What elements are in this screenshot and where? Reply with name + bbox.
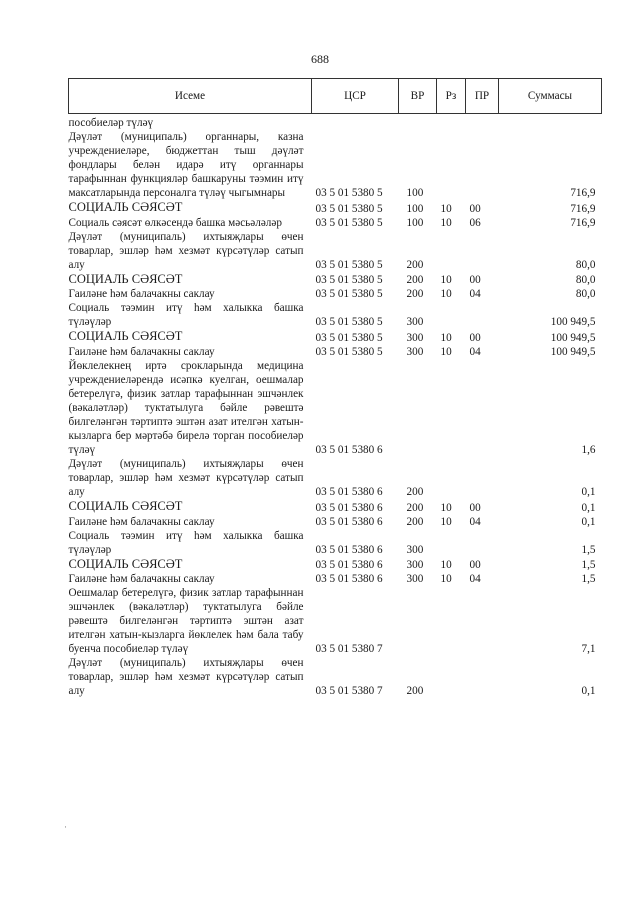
- table-row: [69, 230, 602, 272]
- budget-table: [68, 78, 602, 698]
- table-row: [69, 586, 602, 656]
- row-name: Дәүләт (муниципаль) органнары, казна учреждениеләре, бюджеттан тыш дәүләт фондлары белән идарә итү органнары тарафыннан функцияләр башкаруны тәэмин итү максатларында персоналга түләү чыгымнары: [68, 131, 304, 199]
- row-name: Социаль тәэмин итү һәм халыкка башка түләүләр: [68, 529, 304, 556]
- row-name: Дәүләт (муниципаль) ихтыяҗлары өчен товарлар, эшләр һәм хезмәт күрсәтүләр сатып алу: [68, 457, 304, 498]
- row-sum: 7,1: [581, 643, 596, 656]
- row-rz: 10: [440, 515, 452, 528]
- row-csr: 03 5 01 5380 7: [315, 685, 383, 698]
- table-row: [69, 457, 602, 499]
- table-row: [69, 656, 602, 698]
- table-row-section: [69, 329, 602, 345]
- row-pr: 04: [469, 345, 481, 358]
- row-pr: [466, 656, 499, 698]
- row-csr: 03 5 01 5380 6: [315, 443, 383, 456]
- row-pr: 00: [469, 501, 481, 514]
- row-vr: 200: [406, 485, 424, 498]
- row-name: Социаль тәэмин итү һәм халыкка башка түләүләр: [68, 302, 304, 329]
- row-csr: 03 5 01 5380 5: [315, 202, 383, 215]
- row-pr: 04: [469, 573, 481, 586]
- row-vr: [399, 359, 437, 457]
- row-name: Гаиләне һәм балачакны саклау: [68, 288, 215, 301]
- table-row: [69, 130, 602, 200]
- table-row-section: [69, 272, 602, 288]
- row-pr: [466, 457, 499, 499]
- row-name: Гаиләне һәм балачакны саклау: [68, 345, 215, 358]
- row-csr: 03 5 01 5380 5: [315, 288, 383, 301]
- header-vr: ВР: [399, 79, 437, 114]
- table-row-section: [69, 557, 602, 573]
- row-vr: 100: [406, 216, 424, 229]
- row-sum: 0,1: [581, 685, 596, 698]
- row-rz: [437, 359, 466, 457]
- row-vr: 300: [406, 573, 424, 586]
- row-sum: 100 949,5: [550, 331, 596, 344]
- row-pr: 00: [469, 559, 481, 572]
- row-vr: 100: [406, 202, 424, 215]
- row-rz: [437, 586, 466, 656]
- row-sum: 716,9: [570, 216, 596, 229]
- row-name: СОЦИАЛЬ СӘЯСӘТ: [68, 271, 183, 286]
- row-rz: [437, 301, 466, 329]
- table-row: [69, 572, 602, 586]
- row-sum: 0,1: [581, 485, 596, 498]
- header-rz: Рз: [437, 79, 466, 114]
- row-vr: 200: [406, 274, 424, 287]
- row-name: СОЦИАЛЬ СӘЯСӘТ: [68, 329, 183, 344]
- row-rz: 10: [440, 331, 452, 344]
- row-csr: 03 5 01 5380 6: [315, 573, 383, 586]
- scan-mark: ·: [64, 822, 67, 832]
- row-sum: 1,5: [581, 543, 596, 556]
- row-rz: 10: [440, 501, 452, 514]
- row-rz: [437, 230, 466, 272]
- row-sum: 0,1: [581, 501, 596, 514]
- row-name: СОЦИАЛЬ СӘЯСӘТ: [68, 498, 183, 513]
- row-sum: 80,0: [575, 274, 596, 287]
- row-name: СОЦИАЛЬ СӘЯСӘТ: [68, 200, 183, 214]
- table-row: [69, 515, 602, 529]
- row-pr: 00: [469, 331, 481, 344]
- row-pr: 04: [469, 515, 481, 528]
- row-name: Социаль сәясәт өлкәсендә башка мәсьәләләр: [68, 216, 282, 229]
- table-row-section: [69, 200, 602, 216]
- row-rz: [437, 114, 466, 131]
- row-vr: 300: [406, 345, 424, 358]
- row-name: Йөклелекнең иртә срокларында медицина учреждениеләрендә исәпкә куелган, оешмалар бетерелүгә, физик затлар тарафыннан эшчәнлек (вәкаләтләр) туктатылуга бәйле рәвештә билгеләнгән тәртиптә эштән азат ителгән хатын-кызларга бер мәртәбә бирелә торган пособиеләр түләү: [68, 359, 304, 456]
- header-pr: ПР: [466, 79, 499, 114]
- row-csr: 03 5 01 5380 6: [315, 515, 383, 528]
- row-csr: 03 5 01 5380 5: [315, 331, 383, 344]
- row-pr: [466, 301, 499, 329]
- row-name: пособиеләр түләү: [68, 117, 154, 129]
- row-sum: 716,9: [570, 202, 596, 215]
- row-pr: 04: [469, 288, 481, 301]
- row-csr: 03 5 01 5380 5: [315, 258, 383, 271]
- row-name: Гаиләне һәм балачакны саклау: [68, 515, 215, 528]
- table-body: [69, 114, 602, 699]
- row-sum: 0,1: [581, 515, 596, 528]
- row-sum: 80,0: [575, 258, 596, 271]
- row-csr: 03 5 01 5380 6: [315, 543, 383, 556]
- row-name: СОЦИАЛЬ СӘЯСӘТ: [68, 556, 183, 571]
- row-vr: 300: [406, 331, 424, 344]
- header-sum: Суммасы: [499, 79, 602, 114]
- row-vr: 200: [406, 515, 424, 528]
- row-rz: 10: [440, 559, 452, 572]
- row-csr: 03 5 01 5380 5: [315, 216, 383, 229]
- row-sum: 80,0: [575, 288, 596, 301]
- row-rz: [437, 529, 466, 557]
- row-rz: [437, 130, 466, 200]
- header-name: Исеме: [69, 79, 312, 114]
- table-row: [69, 345, 602, 359]
- row-csr: 03 5 01 5380 6: [315, 501, 383, 514]
- row-csr: 03 5 01 5380 7: [315, 643, 383, 656]
- row-csr: 03 5 01 5380 5: [315, 345, 383, 358]
- table-row: [69, 287, 602, 301]
- row-csr: 03 5 01 5380 6: [315, 485, 383, 498]
- row-name: Гаиләне һәм балачакны саклау: [68, 573, 215, 586]
- row-pr: 06: [469, 216, 481, 229]
- row-vr: 300: [406, 543, 424, 556]
- row-pr: [466, 529, 499, 557]
- row-pr: [466, 230, 499, 272]
- header-csr: ЦСР: [312, 79, 399, 114]
- row-vr: 200: [406, 685, 424, 698]
- row-pr: [466, 586, 499, 656]
- row-rz: 10: [440, 216, 452, 229]
- page-number: 688: [311, 52, 329, 66]
- row-name: Дәүләт (муниципаль) ихтыяҗлары өчен товарлар, эшләр һәм хезмәт күрсәтүләр сатып алу: [68, 657, 304, 698]
- row-sum: [499, 114, 602, 131]
- row-rz: [437, 457, 466, 499]
- row-sum: 100 949,5: [550, 345, 596, 358]
- row-sum: 100 949,5: [550, 316, 596, 329]
- row-rz: 10: [440, 288, 452, 301]
- table-row: [69, 359, 602, 457]
- row-pr: [466, 114, 499, 131]
- row-pr: [466, 130, 499, 200]
- row-csr: 03 5 01 5380 6: [315, 559, 383, 572]
- row-name: Дәүләт (муниципаль) ихтыяҗлары өчен товарлар, эшләр һәм хезмәт күрсәтүләр сатып алу: [68, 230, 304, 271]
- row-pr: 00: [469, 274, 481, 287]
- table-row: [69, 529, 602, 557]
- row-sum: 1,5: [581, 559, 596, 572]
- table-row: [69, 301, 602, 329]
- row-vr: 300: [406, 316, 424, 329]
- row-sum: 1,6: [581, 443, 596, 456]
- row-rz: 10: [440, 345, 452, 358]
- row-csr: 03 5 01 5380 5: [315, 316, 383, 329]
- row-sum: 716,9: [570, 187, 596, 199]
- row-rz: [437, 656, 466, 698]
- table-row-section: [69, 499, 602, 515]
- row-pr: 00: [469, 202, 481, 215]
- row-rz: 10: [440, 274, 452, 287]
- row-pr: [466, 359, 499, 457]
- row-rz: 10: [440, 573, 452, 586]
- row-sum: 1,5: [581, 573, 596, 586]
- row-vr: 200: [406, 258, 424, 271]
- table-row: [69, 114, 602, 131]
- row-vr: 200: [406, 501, 424, 514]
- row-name: Оешмалар бетерелүгә, физик затлар тарафыннан эшчәнлек (вәкаләтләр) туктатылуга бәйле рәвештә билгеләнгән тәртиптә эштән азат ителгән хатын-кызларга йөклелек һәм бала табу буенча пособиеләр түләү: [68, 587, 304, 656]
- row-rz: 10: [440, 202, 452, 215]
- row-csr: [312, 114, 399, 131]
- table-row: [69, 216, 602, 230]
- row-vr: 100: [406, 187, 424, 199]
- row-csr: 03 5 01 5380 5: [315, 187, 383, 199]
- row-csr: 03 5 01 5380 5: [315, 274, 383, 287]
- row-vr: 300: [406, 559, 424, 572]
- table-header: [69, 79, 602, 114]
- row-vr: [399, 586, 437, 656]
- row-vr: [399, 114, 437, 131]
- row-vr: 200: [406, 288, 424, 301]
